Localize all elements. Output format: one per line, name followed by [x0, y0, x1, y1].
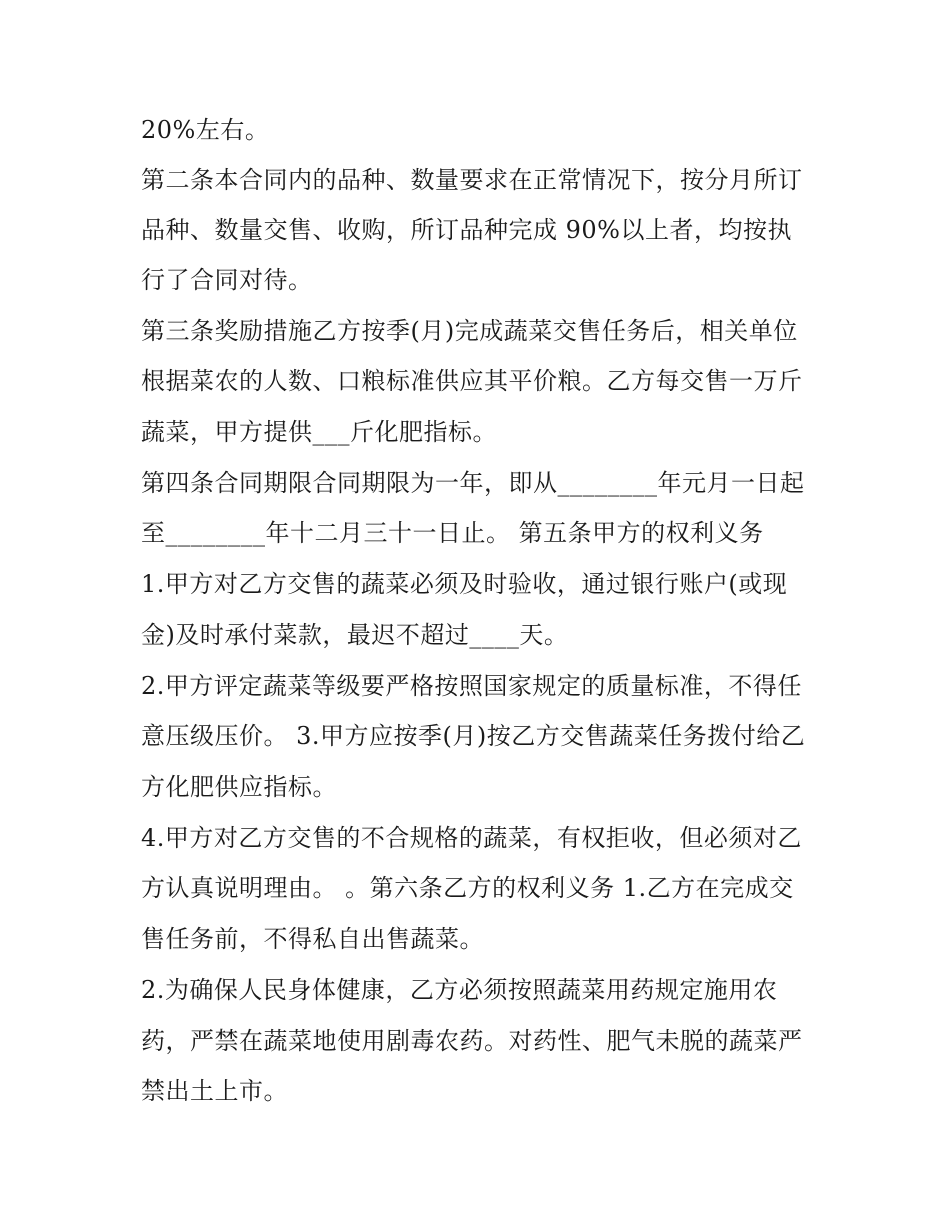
text-line: 1.甲方对乙方交售的蔬菜必须及时验收，通过银行账户(或现	[141, 570, 788, 598]
text-line: 第四条合同期限合同期限为一年，即从________年元月一日起	[141, 469, 805, 497]
text-line: 2.甲方评定蔬菜等级要严格按照国家规定的质量标准，不得任	[141, 672, 802, 700]
text-line: 至________年十二月三十一日止。 第五条甲方的权利义务	[141, 519, 764, 547]
text-line: 售任务前，不得私自出售蔬菜。	[141, 925, 484, 953]
text-line: 金)及时承付菜款，最迟不超过____天。	[141, 621, 569, 649]
text-line: 4.甲方对乙方交售的不合规格的蔬菜，有权拒收，但必须对乙	[141, 824, 802, 852]
text-line: 第二条本合同内的品种、数量要求在正常情况下，按分月所订	[141, 166, 803, 194]
text-line: 20%左右。	[141, 116, 270, 144]
text-line: 品种、数量交售、收购，所订品种完成 90%以上者，均按执	[141, 216, 792, 244]
text-line: 行了合同对待。	[141, 266, 313, 294]
text-line: 蔬菜，甲方提供___斤化肥指标。	[141, 418, 497, 446]
text-line: 意压级压价。 3.甲方应按季(月)按乙方交售蔬菜任务拨付给乙	[141, 722, 806, 750]
text-line: 2.为确保人民身体健康，乙方必须按照蔬菜用药规定施用农	[141, 976, 778, 1004]
text-line: 第三条奖励措施乙方按季(月)完成蔬菜交售任务后，相关单位	[141, 317, 798, 345]
text-line: 方化肥供应指标。	[141, 773, 337, 801]
text-line: 根据菜农的人数、口粮标准供应其平价粮。乙方每交售一万斤	[141, 367, 803, 395]
text-line: 方认真说明理由。 。第六条乙方的权利义务 1.乙方在完成交	[141, 874, 794, 902]
text-line: 药，严禁在蔬菜地使用剧毒农药。对药性、肥气未脱的蔬菜严	[141, 1027, 803, 1055]
text-line: 禁出土上市。	[141, 1077, 288, 1105]
